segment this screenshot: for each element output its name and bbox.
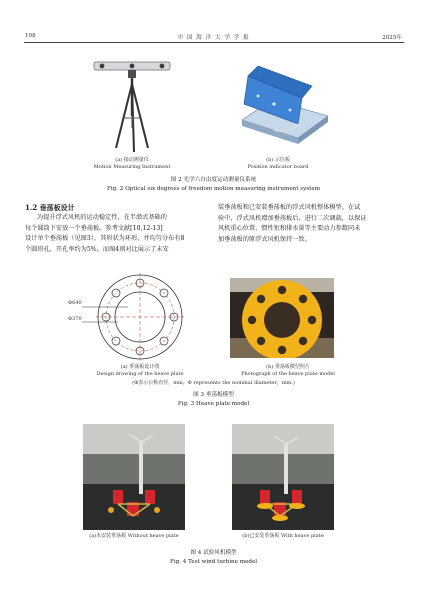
dim-inner-label: Φ370 (68, 316, 82, 322)
fig3-caption-cn: 图 3 垂荡板模型 (193, 392, 234, 398)
fig3a-sub-en: Design drawing of the heave plate (96, 371, 184, 377)
fig2a-photo (82, 56, 182, 156)
fig4a-photo (83, 424, 185, 530)
fig3b-sub-en: Photograph of the heave plate model (241, 371, 335, 377)
fig2a-sub-en: Motion Measuring Instrument (93, 164, 171, 170)
right-line-2: 验中，浮式风机增加垂荡板后，进行二次调载，以保证 (218, 214, 367, 222)
fig4a-sub: (a)未安装垂荡板 Without heave plate (89, 533, 179, 539)
left-line-3: 设计单个垂荡板（见图3），其形状为环形，并均匀分布有8 (25, 235, 185, 243)
fig2b-sub-cn: (b) 示位板 (266, 157, 290, 163)
fig3a-drawing (82, 270, 192, 364)
dim-outer-label: Φ640 (68, 300, 82, 306)
fig3a-sub-cn: (a) 垂荡板设计图 (120, 364, 160, 370)
journal-title: 中 国 海 洋 大 学 学 报 (177, 35, 250, 41)
right-column-text (218, 203, 404, 245)
right-line-1: 装垂荡板和已安装垂荡板的浮式风机整体模型。在试 (218, 204, 361, 211)
year: 2025年 (382, 35, 402, 41)
header-rule (24, 42, 404, 43)
section-heading: 1.2 垂荡板设计 (25, 203, 75, 212)
fig4-caption-cn: 图 4 试验风机模型 (190, 550, 237, 556)
fig4-caption-en: Fig. 4 Test wind turbine model (169, 559, 258, 565)
fig3b-sub-cn: (b) 垂荡板模型照片 (266, 364, 310, 370)
fig4b-sub: (b)已安装垂荡板 With heave plate (242, 533, 324, 539)
fig3b-photo (230, 278, 334, 358)
fig2b-photo (228, 58, 332, 154)
fig2-caption-cn: 图 2 光学六自由度运动测量仪系统 (170, 177, 257, 183)
left-line-4: 个圆形孔，开孔率约为5%。而图4则对比展示了未安 (25, 245, 169, 253)
left-line-1: 为提升浮式风机的运动稳定性，在半潜式基础的 (37, 214, 167, 221)
left-line-2: 每个圆筒下安放一个垂荡板。参考文献[10,12-13] (25, 224, 163, 232)
left-column-text (25, 213, 211, 255)
right-line-4: 加垂荡板的原浮式风机保持一致。 (218, 235, 311, 243)
fig2b-sub-en: Position indicator board (247, 164, 309, 170)
fig2-caption-en: Fig. 2 Optical six degrees of freedom motion measuring instrument system (106, 186, 321, 192)
fig3-caption-en: Fig. 3 Heave plate model (177, 401, 250, 407)
fig4b-photo (232, 424, 334, 530)
page-number: 108 (25, 33, 36, 39)
fig3-note: (Φ表示公称直径，mm。Φ represents the nominal diameter，mm.) (132, 380, 295, 386)
right-line-3: 风机重心位置、惯性矩和排水量等主要动力参数同未 (218, 225, 361, 233)
fig2a-sub-cn: (a) 接动测量仪 (115, 157, 149, 163)
